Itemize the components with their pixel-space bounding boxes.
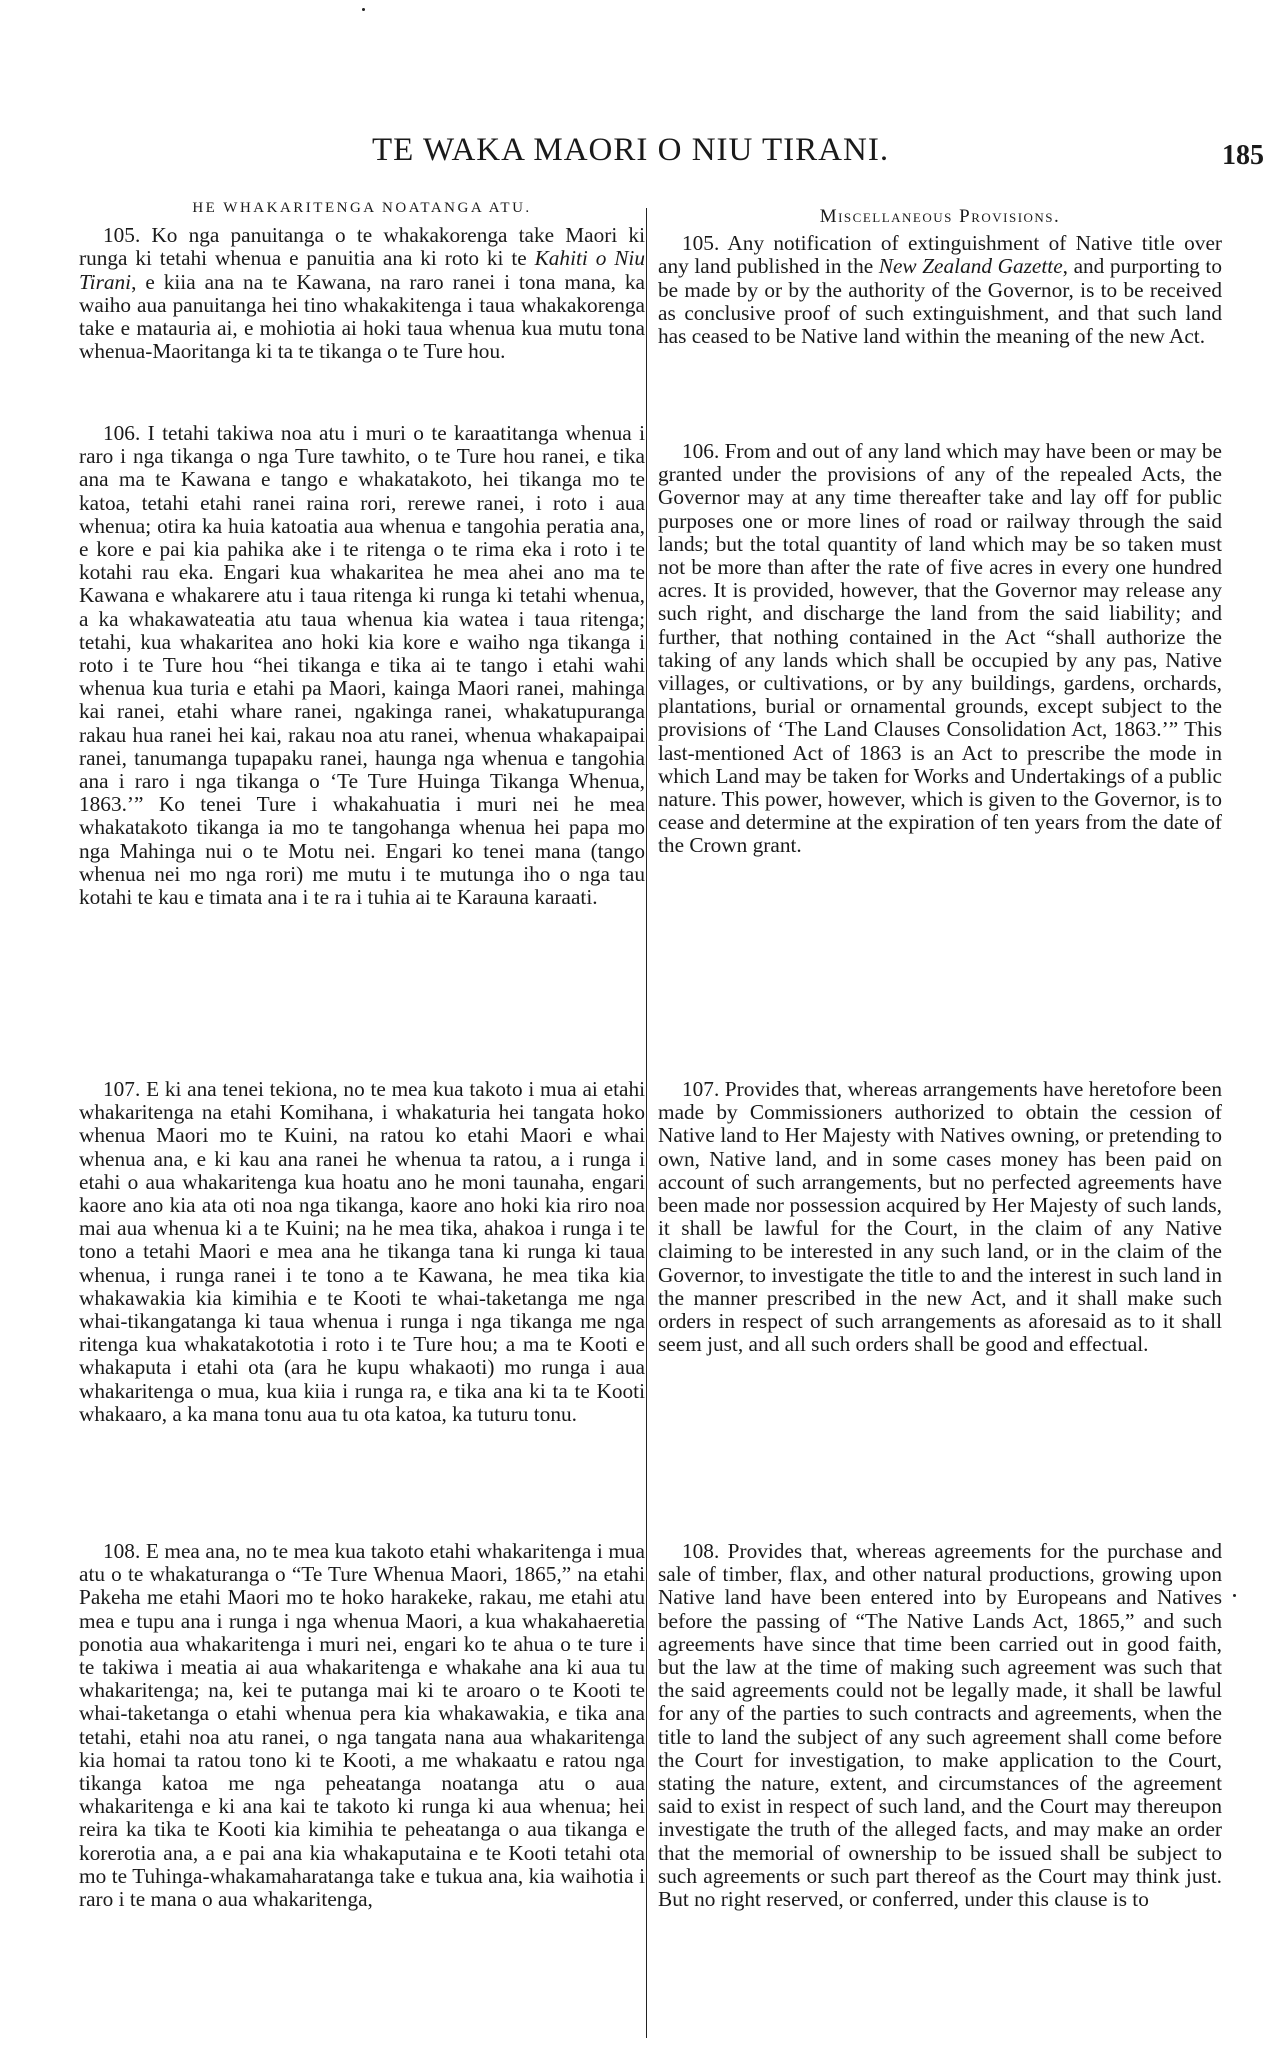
column-divider (646, 208, 647, 2038)
section-number: 108. (103, 1539, 141, 1563)
gazette-title: Kahiti o Niu Tirani (79, 246, 645, 294)
right-section-heading: Miscellaneous Provisions. (819, 206, 1061, 227)
running-title: TE WAKA MAORI O NIU TIRANI. (372, 132, 890, 168)
section-text: Provides that, whereas agreements for the purchase and sale of timber, flax, and other natural productions, growing upon Native land have been entered into by Europeans and Natives before the passing of “The Native Lands Act, 1865,” and such agreements have since that time been carried out in good faith, but the law at the time of making such agreement was such that the said agreements could not be legally made, it shall be lawful for any of the parties to such contracts and agreements, when the title to land the subject of any such agreement shall come before the Court for investigation, to make application to the Court, stating the nature, extent, and circumstances of the agreement said to exist in respect of such land, and the Court may thereupon investigate the truth of the alleged facts, and may make an order that the memorial of ownership to be issued shall be subject to such agreements or such part thereof as the Court may think just. But no right reserved, or conferred, under this clause is to (658, 1539, 1223, 1912)
section-text: E mea ana, no te mea kua takoto etahi whakaritenga i mua atu o te whakaturanga o “Te Ture Whenua Maori, 1865,” na etahi Pakeha me etahi Maori mo te hoko harakeke, rakau, me etahi atu mea e tupu ana i runga i nga whenua Maori, a kua whakahaeretia ponotia aua whakaritenga i muri nei, engari ko te ahua o te ture i te takiwa i meatia ai aua whakaritenga e whakahe ana ki aua tu whakaritenga; na, kei te putanga mai ki te aroaro o te Kooti te whai-taketanga o etahi whenua pera kia whakawakia, e tika ana tetahi, etahi noa atu ranei, o nga tangata nana aua whakaritenga kia homai ta ratou tono ki te Kooti, a me whakaatu e ratou nga tikanga katoa me nga peheatanga noatanga atu o aua whakaritenga e ki ana kai te takoto ki runga ki aua whenua; hei reira ka tika te Kooti kia kimihia te peheatanga o aua tikanga e korerotia ana, a e pai ana kia whakaputaina e te Kooti tetahi ota mo te Tuhinga-whakamaharatanga take e tukua ana, kia waihotia i raro i te mana o aua whakaritenga, (79, 1539, 645, 1912)
section-number: 107. (103, 1077, 141, 1101)
section-number: 105. (682, 231, 720, 256)
section-text: , and purporting to be made by or by the authority of the Governor, is to be received as conclusive proof of such extinguishment, and that such land has ceased to be Native land within the meaning of the new Act. (658, 254, 1222, 349)
left-column-maori-106 (79, 422, 645, 909)
section-text: I tetahi takiwa noa atu i muri o te karaatitanga whenua i raro i nga tikanga o nga Ture tawhito, o te Ture hou ranei, e tika ana ma te Kawana e tango e whakatakoto, hei tikanga mo te katoa, tetahi etahi ranei raina rori, rerewe ranei, i roto i aua whenua; otira ka huia katoatia aua whenua e tangohia peratia ana, e kore e pai kia pahika ake i te ritenga o te rima eka i roto i te kotahi rau eka. Engari kua whakaritea he mea ahei ano ma te Kawana e whakarere atu i taua ritenga ki runga ki tetahi whenua, a ka whakawateatia atu taua whenua kia watea i taua ritenga; tetahi, kua whakaritea ano hoki kia kore e waiho nga tikanga i roto i te Ture hou “hei tikanga e tika ai te tango i etahi wahi whenua kua turia e etahi pa Maori, kainga Maori ranei, mahinga kai ranei, etahi whare ranei, ngakinga ranei, whakatupuranga rakau hua ranei hei kai, rakau noa atu ranei, whenua whakapaipai ranei, tanumanga tupapaku ranei, haunga nga whenua e tangohia ana i raro i nga tikanga o ‘Te Ture Huinga Tikanga Whenua, 1863.’” Ko tenei Ture i whakahuatia i muri nei he mea whakatakoto tikanga ia mo te tangohanga whenua hei papa mo nga Mahinga nui o te Motu nei. Engari ko tenei mana (tango whenua nei mo nga rori) me mutu i te mutunga iho o nga tau kotahi te kau e timata ana i te ra i tuhia ai te Karauna karaati. (79, 421, 645, 910)
print-speck (1233, 1594, 1236, 1597)
section-number: 105. (103, 223, 141, 248)
right-section-106 (658, 440, 1222, 858)
left-section-106 (79, 422, 645, 909)
section-number: 107. (682, 1077, 720, 1101)
left-column-maori-107 (79, 1078, 645, 1426)
section-text: Provides that, whereas arrangements have heretofore been made by Commissioners authorized to obtain the cession of Native land to Her Majesty with Natives owning, or pretending to own, Native land, and in some cases money has been paid on account of such arrangements, but no perfected agreements have been made nor possession acquired by Her Majesty of such lands, it shall be lawful for the Court, in the claim of any Native claiming to be interested in any such land, or in the claim of the Governor, to investigate the title to and the interest in such land in the manner prescribed in the new Act, and it shall make such orders in respect of such arrangements as aforesaid as to it shall seem just, and all such orders shall be good and effectual. (658, 1077, 1223, 1357)
right-section-105 (658, 232, 1222, 348)
section-text: E ki ana tenei tekiona, no te mea kua takoto i mua ai etahi whakaritenga na etahi Komihana, i whakaturia hei tangata hoko whenua Maori mo te Kuini, na ratou ko etahi Maori e whai whenua ana, e ki kau ana ranei he whenua ta ratou, a i runga i etahi o aua whakaritenga kua hoatu ano he moni taunaha, engari kaore ano kia ata oti noa nga tikanga, kaore ano hoki kia riro noa mai aua whenua ki a te Kuini; na he mea tika, ahakoa i runga i te tono a tetahi Maori e mea ana he tikanga tana ki runga ki taua whenua, i runga ranei i te tono a te Kawana, he mea tika kia whakawakia kia kimihia e te Kooti te whai-taketanga me nga whai-tikangatanga ki taua whenua i runga i nga tikanga me nga ritenga kua whakatakototia i roto i te Ture hou; a ma te Kooti e whakaputa i etahi ota (ara he kupu whakaoti) mo runga i aua whakaritenga o mua, kua kiia i runga ra, e tika ana ki ta te Kooti whakaaro, a ka mana tonu aua tu ota katoa, ka tuturu tonu. (79, 1077, 646, 1426)
right-column-english-107 (658, 1078, 1222, 1356)
section-text: , e kiia ana na te Kawana, na raro ranei i tona mana, ka waiho aua panuitanga hei tino whakakitenga i taua whakakorenga take e matauria ai, e mohiotia ai hoki taua whenua kua mutu tona whenua-Maoritanga ki ta te tikanga o te Ture hou. (79, 269, 645, 364)
page-header (0, 132, 1280, 182)
left-section-105 (79, 224, 645, 363)
left-column-maori (79, 197, 645, 363)
left-section-heading: HE WHAKARITENGA NOATANGA ATU. (192, 200, 532, 216)
right-column-english-108 (658, 1540, 1222, 1911)
section-number: 108. (682, 1539, 720, 1563)
section-number: 106. (103, 421, 141, 445)
right-column-english-106 (658, 440, 1222, 858)
right-section-108 (658, 1540, 1222, 1911)
section-number: 106. (682, 439, 720, 463)
left-section-107 (79, 1078, 645, 1426)
left-section-108 (79, 1540, 645, 1911)
right-section-107 (658, 1078, 1222, 1356)
page-number: 185 (1222, 140, 1264, 171)
right-column-english (658, 205, 1222, 348)
left-column-maori-108 (79, 1540, 645, 1911)
section-text: Ko nga panuitanga o te whakakorenga take Maori ki runga ki tetahi whenua e panuitia ana ki roto ki te (79, 223, 645, 271)
section-text: From and out of any land which may have been or may be granted under the provisions of any of the repealed Acts, the Governor may at any time thereafter take and lay off for public purposes one or more lines of road or railway through the said lands; but the total quantity of land which may be so taken must not be more than after the rate of five acres in every one hundred acres. It is provided, however, that the Governor may release any such right, and discharge the land from the said liability; and further, that nothing contained in the Act “shall authorize the taking of any lands which shall be occupied by any pas, Native villages, or cultivations, or by any buildings, gardens, orchards, plantations, burial or ornamental grounds, except subject to the provisions of ‘The Land Clauses Consolidation Act, 1863.’” This last-mentioned Act of 1863 is an Act to prescribe the mode in which Land may be taken for Works and Undertakings of a public nature. This power, however, which is given to the Governor, is to cease and determine at the expiration of ten years from the date of the Crown grant. (658, 439, 1222, 858)
gazette-title: New Zealand Gazette (878, 254, 1063, 279)
section-text: Any notification of extinguishment of Native title over any land published in the (658, 231, 1222, 279)
print-speck (362, 8, 365, 11)
